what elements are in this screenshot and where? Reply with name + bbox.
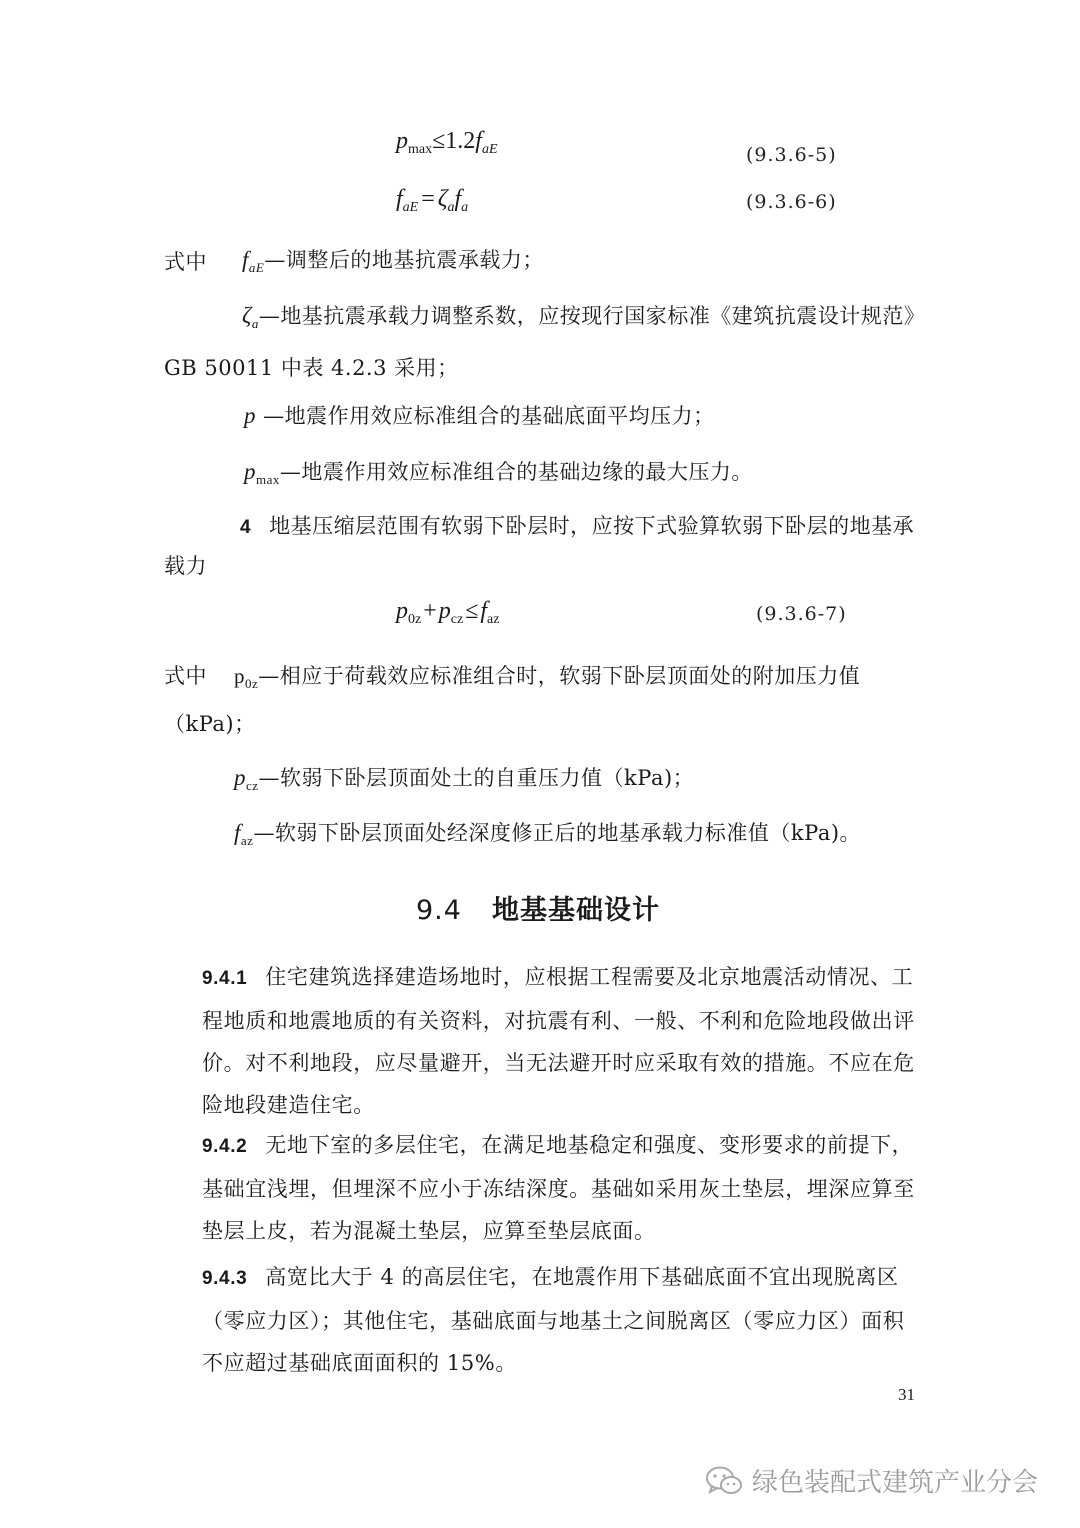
definition-pmax: $p_{max}—$地震作用效应标准组合的基础边缘的最大压力。 bbox=[244, 459, 753, 487]
where-label: 式中 bbox=[164, 664, 207, 688]
equation-9-3-6-7: $p_{0z}+p_{cz}\le f_{az}$ bbox=[396, 598, 500, 627]
where-label: 式中 bbox=[164, 250, 207, 274]
page-number: 31 bbox=[898, 1385, 915, 1404]
definition-faE: $f_{aE}—$调整后的地基抗震承载力； bbox=[242, 247, 544, 275]
equation-number: (9.3.6-5) bbox=[746, 144, 837, 166]
definition-continuation: GB 50011 中表 4.2.3 采用； bbox=[164, 356, 459, 380]
watermark bbox=[704, 1462, 1038, 1499]
clause-9-4-3: 9.4.3 高宽比大于 4 的高层住宅，在地震作用下基础底面不宜出现脱离区（零应力区）；其他住宅，基础底面与地基土之间脱离区（零应力区）面积不应超过基础底面面积的 15%。 bbox=[202, 1265, 905, 1375]
clause-9-4-2: 9.4.2 无地下室的多层住宅，在满足地基稳定和强度、变形要求的前提下，基础宜浅埋，但埋深不应小于冻结深度。基础如采用灰土垫层，埋深应算至垫层上皮，若为混凝土垫层，应算至垫层底面。 bbox=[202, 1133, 915, 1243]
section-heading: 9.4 地基基础设计 bbox=[416, 895, 660, 926]
watermark-text: 绿色装配式建筑产业分会 bbox=[752, 1468, 1039, 1498]
equation-number: (9.3.6-6) bbox=[746, 191, 837, 213]
equation-number: (9.3.6-7) bbox=[756, 603, 847, 625]
equation-9-3-6-6: $f_{aE} = \zeta_af_a$ bbox=[396, 186, 469, 215]
definition-p0z: $p_{0z}—$相应于荷载效应标准组合时，软弱下卧层顶面处的附加压力值 bbox=[234, 664, 861, 692]
definition-p: p —地震作用效应标准组合的基础底面平均压力； bbox=[244, 403, 715, 428]
definition-faz: $f_{az}—$软弱下卧层顶面处经深度修正后的地基承载力标准值（kPa)。 bbox=[234, 820, 862, 848]
clause-9-4-1: 9.4.1 住宅建筑选择建造场地时，应根据工程需要及北京地震活动情况、工程地质和地震地质的有关资料，对抗震有利、一般、不利和危险地段做出评价。对不利地段，应尽量避开，当无法避开时应采取有效的措施。不应在危险地段建造住宅。 bbox=[202, 965, 915, 1117]
item-4-continuation: 载力 bbox=[164, 554, 207, 578]
definition-zeta-a: $\zeta_a—$地基抗震承载力调整系数，应按现行国家标准《建筑抗震设计规范》 bbox=[242, 303, 926, 331]
definition-continuation: （kPa)； bbox=[164, 712, 256, 736]
definition-pcz: $p_{cz}—$软弱下卧层顶面处土的自重压力值（kPa)； bbox=[234, 765, 695, 793]
item-4: 4 地基压缩层范围有软弱下卧层时，应按下式验算软弱下卧层的地基承 bbox=[240, 514, 915, 538]
equation-9-3-6-5: $p_{max}\le 1.2f_{aE}$ bbox=[396, 128, 498, 157]
wechat-icon bbox=[704, 1464, 744, 1498]
